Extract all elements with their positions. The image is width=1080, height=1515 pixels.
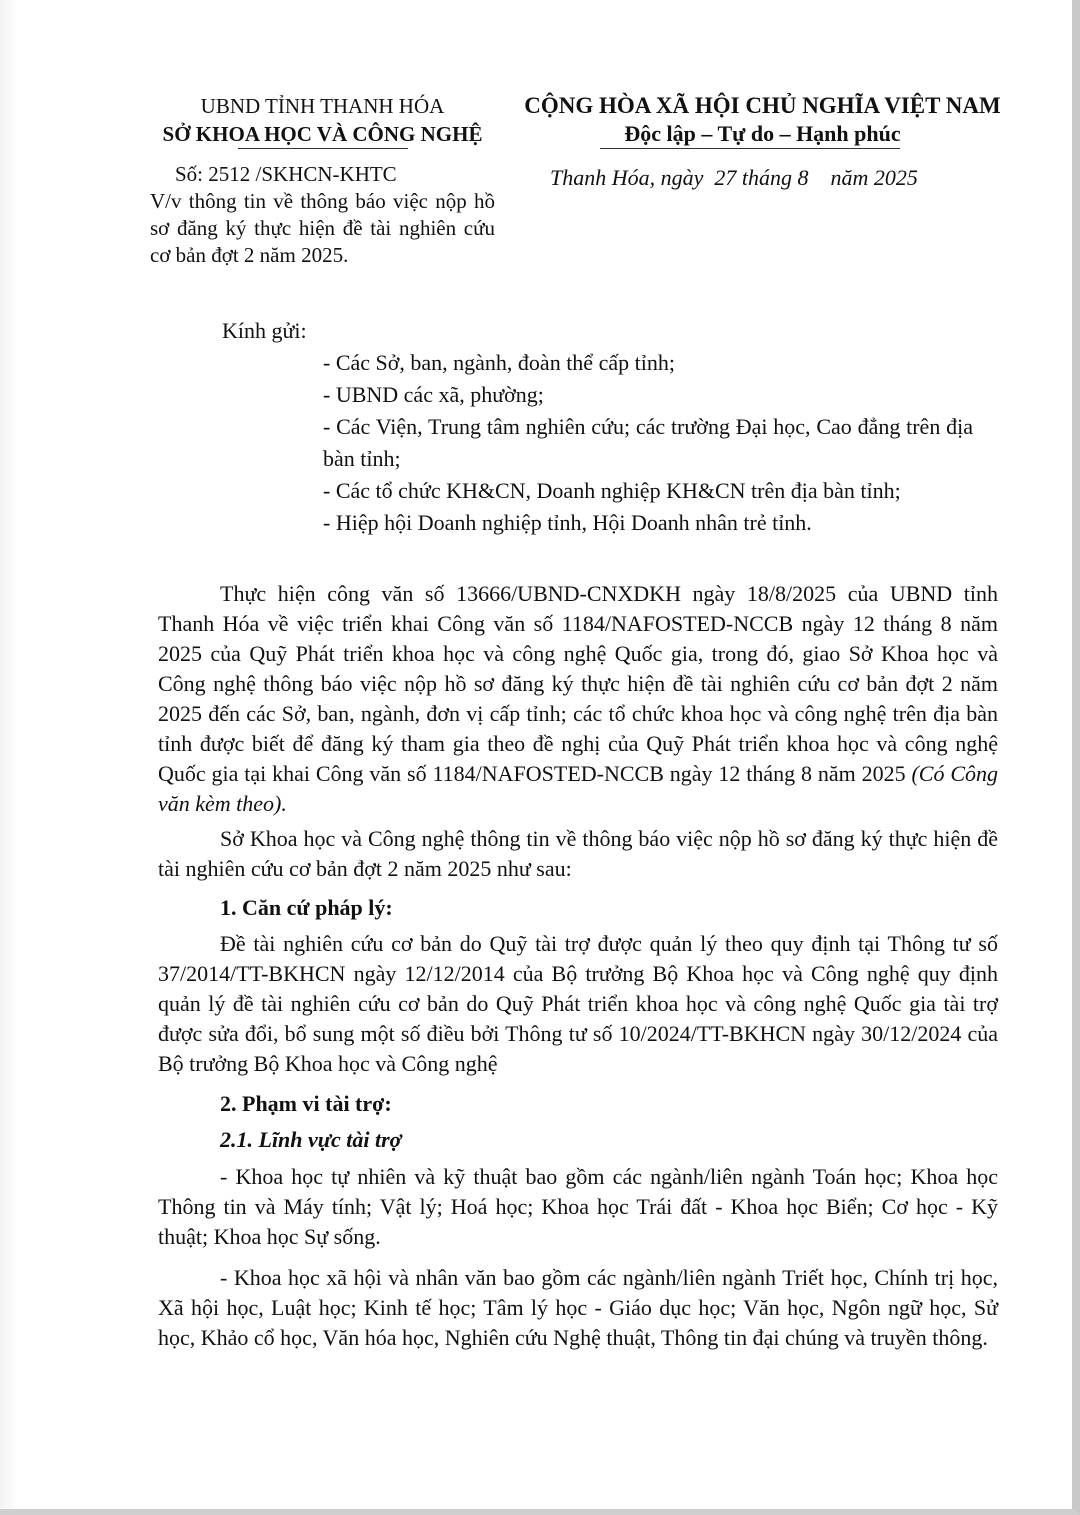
section-2 xyxy=(158,1089,998,1119)
para1-note: (Có Công văn kèm theo). xyxy=(158,761,998,816)
field-natural-sciences xyxy=(158,1162,998,1252)
motto: Độc lập – Tự do – Hạnh phúc xyxy=(624,121,901,146)
section2-title: 2. Phạm vi tài trợ: xyxy=(220,1091,392,1116)
place-date: Thanh Hóa, ngày 27 tháng 8 năm 2025 xyxy=(550,165,918,190)
section21-title: 2.1. Lĩnh vực tài trợ xyxy=(220,1127,402,1152)
para2-text: Sở Khoa học và Công nghệ thông tin về thông báo việc nộp hồ sơ đăng ký thực hiện đề tài nghiên cứu cơ bản đợt 2 năm 2025 như sau: xyxy=(158,826,998,881)
motto-underline xyxy=(600,148,900,149)
field1-text: - Khoa học tự nhiên và kỹ thuật bao gồm các ngành/liên ngành Toán học; Khoa học Thông tin và Máy tính; Vật lý; Hoá học; Khoa học Trái đất - Khoa học Biển; Cơ học - Kỹ thuật; Khoa học Sự sống. xyxy=(158,1164,998,1249)
national-heading xyxy=(520,92,1005,148)
section-1 xyxy=(158,893,998,923)
section-2-1 xyxy=(158,1125,998,1155)
field2-text: - Khoa học xã hội và nhân văn bao gồm các ngành/liên ngành Triết học, Chính trị học, Xã hội học, Luật học; Kinh tế học; Tâm lý học - Giáo dục học; Văn học, Ngôn ngữ học, Sử học, Khảo cổ học, Văn hóa học, Nghiên cứu Nghệ thuật, Thông tin đại chúng và truyền thông. xyxy=(158,1265,998,1350)
org-name: SỞ KHOA HỌC VÀ CÔNG NGHỆ xyxy=(162,122,483,146)
para1-text: Thực hiện công văn số 13666/UBND-CNXDKH ngày 18/8/2025 của UBND tỉnh Thanh Hóa về việc triển khai Công văn số 1184/NAFOSTED-NCCB ngày 12 tháng 8 năm 2025 của Quỹ Phát triển khoa học và công nghệ Quốc gia, trong đó, giao Sở Khoa học và Công nghệ thông báo việc nộp hồ sơ đăng ký thực hiện đề tài nghiên cứu cơ bản đợt 2 năm 2025 đến các Sở, ban, ngành, đơn vị cấp tỉnh; các tổ chức khoa học và công nghệ trên địa bàn tỉnh được biết để đăng ký tham gia theo đề nghị của Quỹ Phát triển khoa học và công nghệ Quốc gia tại khai Công văn số 1184/NAFOSTED-NCCB ngày 12 tháng 8 năm 2025 xyxy=(158,581,998,786)
recipients-title: Kính gửi: xyxy=(222,318,307,343)
recipients-list xyxy=(323,347,973,539)
section-1-body xyxy=(158,929,998,1079)
section1-text: Đề tài nghiên cứu cơ bản do Quỹ tài trợ được quản lý theo quy định tại Thông tư số 37/2014/TT-BKHCN ngày 12/12/2014 của Bộ trưởng Bộ Khoa học và Công nghệ quy định quản lý đề tài nghiên cứu cơ bản do Quỹ Phát triển khoa học và công nghệ Quốc gia tài trợ được sửa đổi, bổ sung một số điều bởi Thông tư số 10/2024/TT-BKHCN ngày 30/12/2024 của Bộ trưởng Bộ Khoa học và Công nghệ xyxy=(158,931,998,1076)
org-parent: UBND TỈNH THANH HÓA xyxy=(200,94,445,118)
section1-title: 1. Căn cứ pháp lý: xyxy=(220,895,393,920)
body-paragraph-1 xyxy=(158,579,998,819)
country-name: CỘNG HÒA XÃ HỘI CHỦ NGHĨA VIỆT NAM xyxy=(524,93,1001,118)
field-social-sciences xyxy=(158,1263,998,1353)
recipient-item: - UBND các xã, phường; xyxy=(323,382,544,407)
org-underline xyxy=(238,148,408,149)
issuing-authority xyxy=(150,92,495,148)
recipient-item: - Các tổ chức KH&CN, Doanh nghiệp KH&CN trên địa bàn tỉnh; xyxy=(323,478,901,503)
document-subject: V/v thông tin về thông báo việc nộp hồ sơ đăng ký thực hiện đề tài nghiên cứu cơ bản đợt 2 năm 2025. xyxy=(150,189,495,267)
body-paragraph-2 xyxy=(158,824,998,884)
recipient-item: - Các Viện, Trung tâm nghiên cứu; các trường Đại học, Cao đẳng trên địa bàn tỉnh; xyxy=(323,414,973,471)
recipient-item: - Các Sở, ban, ngành, đoàn thể cấp tỉnh; xyxy=(323,350,675,375)
document-number: Số: 2512 /SKHCN-KHTC xyxy=(175,162,397,186)
recipient-item: - Hiệp hội Doanh nghiệp tỉnh, Hội Doanh nhân trẻ tỉnh. xyxy=(323,510,812,535)
